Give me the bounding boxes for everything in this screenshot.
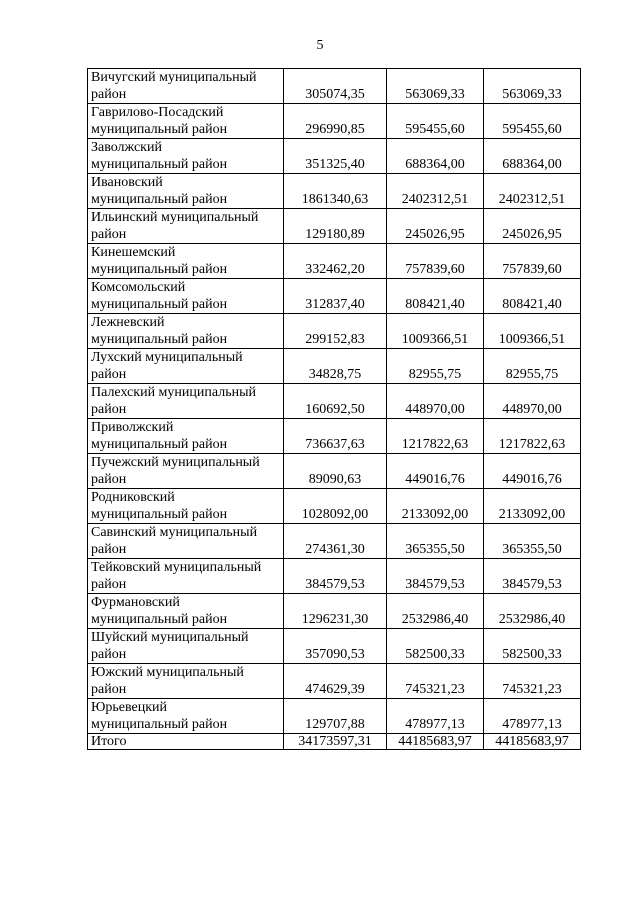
amount-cell-1: 384579,53 — [283, 559, 386, 594]
amount-cell-2: 808421,40 — [387, 279, 484, 314]
amount-cell-3: 365355,50 — [484, 524, 581, 559]
amount-cell-3: 595455,60 — [484, 104, 581, 139]
amount-cell-3: 384579,53 — [484, 559, 581, 594]
amount-cell-1: 351325,40 — [283, 139, 386, 174]
table-row — [88, 104, 581, 139]
total-row — [88, 734, 581, 750]
amount-cell-1: 34828,75 — [283, 349, 386, 384]
amount-cell-2: 595455,60 — [387, 104, 484, 139]
amount-cell-1: 1861340,63 — [283, 174, 386, 209]
amount-cell-3: 2532986,40 — [484, 594, 581, 629]
district-name-cell — [88, 384, 284, 419]
amount-cell-2: 82955,75 — [387, 349, 484, 384]
amount-cell-1: 736637,63 — [283, 419, 386, 454]
amount-cell-3: 563069,33 — [484, 69, 581, 104]
amount-cell-1: 1296231,30 — [283, 594, 386, 629]
amount-cell-3: 808421,40 — [484, 279, 581, 314]
amount-cell-2: 1009366,51 — [387, 314, 484, 349]
table-row — [88, 699, 581, 734]
table-row — [88, 559, 581, 594]
district-name-cell — [88, 349, 284, 384]
amount-cell-2: 2532986,40 — [387, 594, 484, 629]
amount-cell-2: 1217822,63 — [387, 419, 484, 454]
amount-cell-2: 449016,76 — [387, 454, 484, 489]
amount-cell-2: 448970,00 — [387, 384, 484, 419]
table-row — [88, 279, 581, 314]
district-name-line1: Приволжский — [91, 420, 174, 435]
amount-cell-1: 474629,39 — [283, 664, 386, 699]
amount-cell-1: 129180,89 — [283, 209, 386, 244]
amount-cell-2: 757839,60 — [387, 244, 484, 279]
amount-cell-3: 745321,23 — [484, 664, 581, 699]
district-name-line2: муниципальный район — [91, 612, 228, 627]
amount-cell-2: 478977,13 — [387, 699, 484, 734]
district-name-line2: район — [91, 647, 127, 662]
amount-cell-3: 582500,33 — [484, 629, 581, 664]
district-name-cell — [88, 104, 284, 139]
district-name-cell — [88, 699, 284, 734]
table-row — [88, 384, 581, 419]
district-name-cell — [88, 244, 284, 279]
district-name-line2: район — [91, 542, 127, 557]
table-row — [88, 629, 581, 664]
district-name-line1: Шуйский муниципальный — [91, 630, 249, 645]
district-name-line2: район — [91, 402, 127, 417]
page-number: 5 — [316, 38, 324, 53]
amount-cell-3: 1217822,63 — [484, 419, 581, 454]
district-name-line1: Ивановский — [91, 175, 163, 190]
total-amount-1: 34173597,31 — [283, 734, 386, 750]
district-name-cell — [88, 209, 284, 244]
district-name-cell — [88, 664, 284, 699]
district-name-line2: муниципальный район — [91, 717, 228, 732]
district-name-cell — [88, 419, 284, 454]
district-name-line1: Вичугский муниципальный — [91, 70, 257, 85]
amount-cell-2: 2133092,00 — [387, 489, 484, 524]
amount-cell-1: 332462,20 — [283, 244, 386, 279]
amount-cell-3: 688364,00 — [484, 139, 581, 174]
amount-cell-1: 129707,88 — [283, 699, 386, 734]
district-name-line2: район — [91, 87, 127, 102]
district-name-cell — [88, 139, 284, 174]
district-name-line1: Фурмановский — [91, 595, 180, 610]
district-name-cell — [88, 489, 284, 524]
amount-cell-2: 384579,53 — [387, 559, 484, 594]
table-row — [88, 244, 581, 279]
district-name-line1: Гаврилово-Посадский — [91, 105, 224, 120]
amount-cell-2: 582500,33 — [387, 629, 484, 664]
district-name-cell — [88, 559, 284, 594]
amount-cell-1: 160692,50 — [283, 384, 386, 419]
total-label: Итого — [88, 734, 284, 750]
district-name-line1: Заволжский — [91, 140, 162, 155]
amount-cell-2: 563069,33 — [387, 69, 484, 104]
table-row — [88, 594, 581, 629]
total-amount-3: 44185683,97 — [484, 734, 581, 750]
district-name-line2: муниципальный район — [91, 507, 228, 522]
amount-cell-2: 2402312,51 — [387, 174, 484, 209]
district-name-line1: Комсомольский — [91, 280, 186, 295]
amount-cell-3: 2133092,00 — [484, 489, 581, 524]
district-name-cell — [88, 69, 284, 104]
district-name-line1: Кинешемский — [91, 245, 176, 260]
district-name-line2: район — [91, 577, 127, 592]
district-name-cell — [88, 174, 284, 209]
district-name-line1: Южский муниципальный — [91, 665, 244, 680]
table-row — [88, 349, 581, 384]
district-name-line2: муниципальный район — [91, 437, 228, 452]
amount-cell-3: 1009366,51 — [484, 314, 581, 349]
amount-cell-1: 305074,35 — [283, 69, 386, 104]
amount-cell-2: 745321,23 — [387, 664, 484, 699]
amount-cell-3: 757839,60 — [484, 244, 581, 279]
table-row — [88, 454, 581, 489]
district-name-cell — [88, 629, 284, 664]
district-name-line2: муниципальный район — [91, 192, 228, 207]
amount-cell-2: 245026,95 — [387, 209, 484, 244]
budget-table — [87, 68, 581, 750]
table-row — [88, 209, 581, 244]
amount-cell-2: 365355,50 — [387, 524, 484, 559]
district-name-line2: муниципальный район — [91, 332, 228, 347]
amount-cell-1: 274361,30 — [283, 524, 386, 559]
table-row — [88, 489, 581, 524]
district-name-line1: Палехский муниципальный — [91, 385, 256, 400]
district-name-line2: район — [91, 367, 127, 382]
district-name-cell — [88, 594, 284, 629]
district-name-cell — [88, 454, 284, 489]
district-name-line1: Пучежский муниципальный — [91, 455, 260, 470]
district-name-line2: район — [91, 682, 127, 697]
table-body — [88, 69, 581, 750]
district-name-line2: муниципальный район — [91, 122, 228, 137]
amount-cell-1: 89090,63 — [283, 454, 386, 489]
amount-cell-3: 2402312,51 — [484, 174, 581, 209]
district-name-line2: муниципальный район — [91, 297, 228, 312]
district-name-line1: Ильинский муниципальный — [91, 210, 259, 225]
amount-cell-1: 312837,40 — [283, 279, 386, 314]
district-name-line2: район — [91, 472, 127, 487]
district-name-line2: район — [91, 227, 127, 242]
table-row — [88, 524, 581, 559]
amount-cell-1: 357090,53 — [283, 629, 386, 664]
district-name-line1: Лухский муниципальный — [91, 350, 243, 365]
district-name-line2: муниципальный район — [91, 157, 228, 172]
total-amount-2: 44185683,97 — [387, 734, 484, 750]
amount-cell-2: 688364,00 — [387, 139, 484, 174]
table-row — [88, 419, 581, 454]
district-name-line1: Савинский муниципальный — [91, 525, 258, 540]
amount-cell-3: 478977,13 — [484, 699, 581, 734]
amount-cell-1: 299152,83 — [283, 314, 386, 349]
table-row — [88, 139, 581, 174]
district-name-cell — [88, 279, 284, 314]
table-row — [88, 174, 581, 209]
amount-cell-3: 448970,00 — [484, 384, 581, 419]
amount-cell-3: 82955,75 — [484, 349, 581, 384]
amount-cell-1: 1028092,00 — [283, 489, 386, 524]
amount-cell-3: 449016,76 — [484, 454, 581, 489]
table-row — [88, 69, 581, 104]
district-name-line1: Тейковский муниципальный — [91, 560, 262, 575]
district-name-line1: Юрьевецкий — [91, 700, 168, 715]
district-name-line1: Родниковский — [91, 490, 175, 505]
amount-cell-3: 245026,95 — [484, 209, 581, 244]
table-row — [88, 314, 581, 349]
table-row — [88, 664, 581, 699]
district-name-line1: Лежневский — [91, 315, 165, 330]
district-name-line2: муниципальный район — [91, 262, 228, 277]
district-name-cell — [88, 524, 284, 559]
district-name-cell — [88, 314, 284, 349]
amount-cell-1: 296990,85 — [283, 104, 386, 139]
